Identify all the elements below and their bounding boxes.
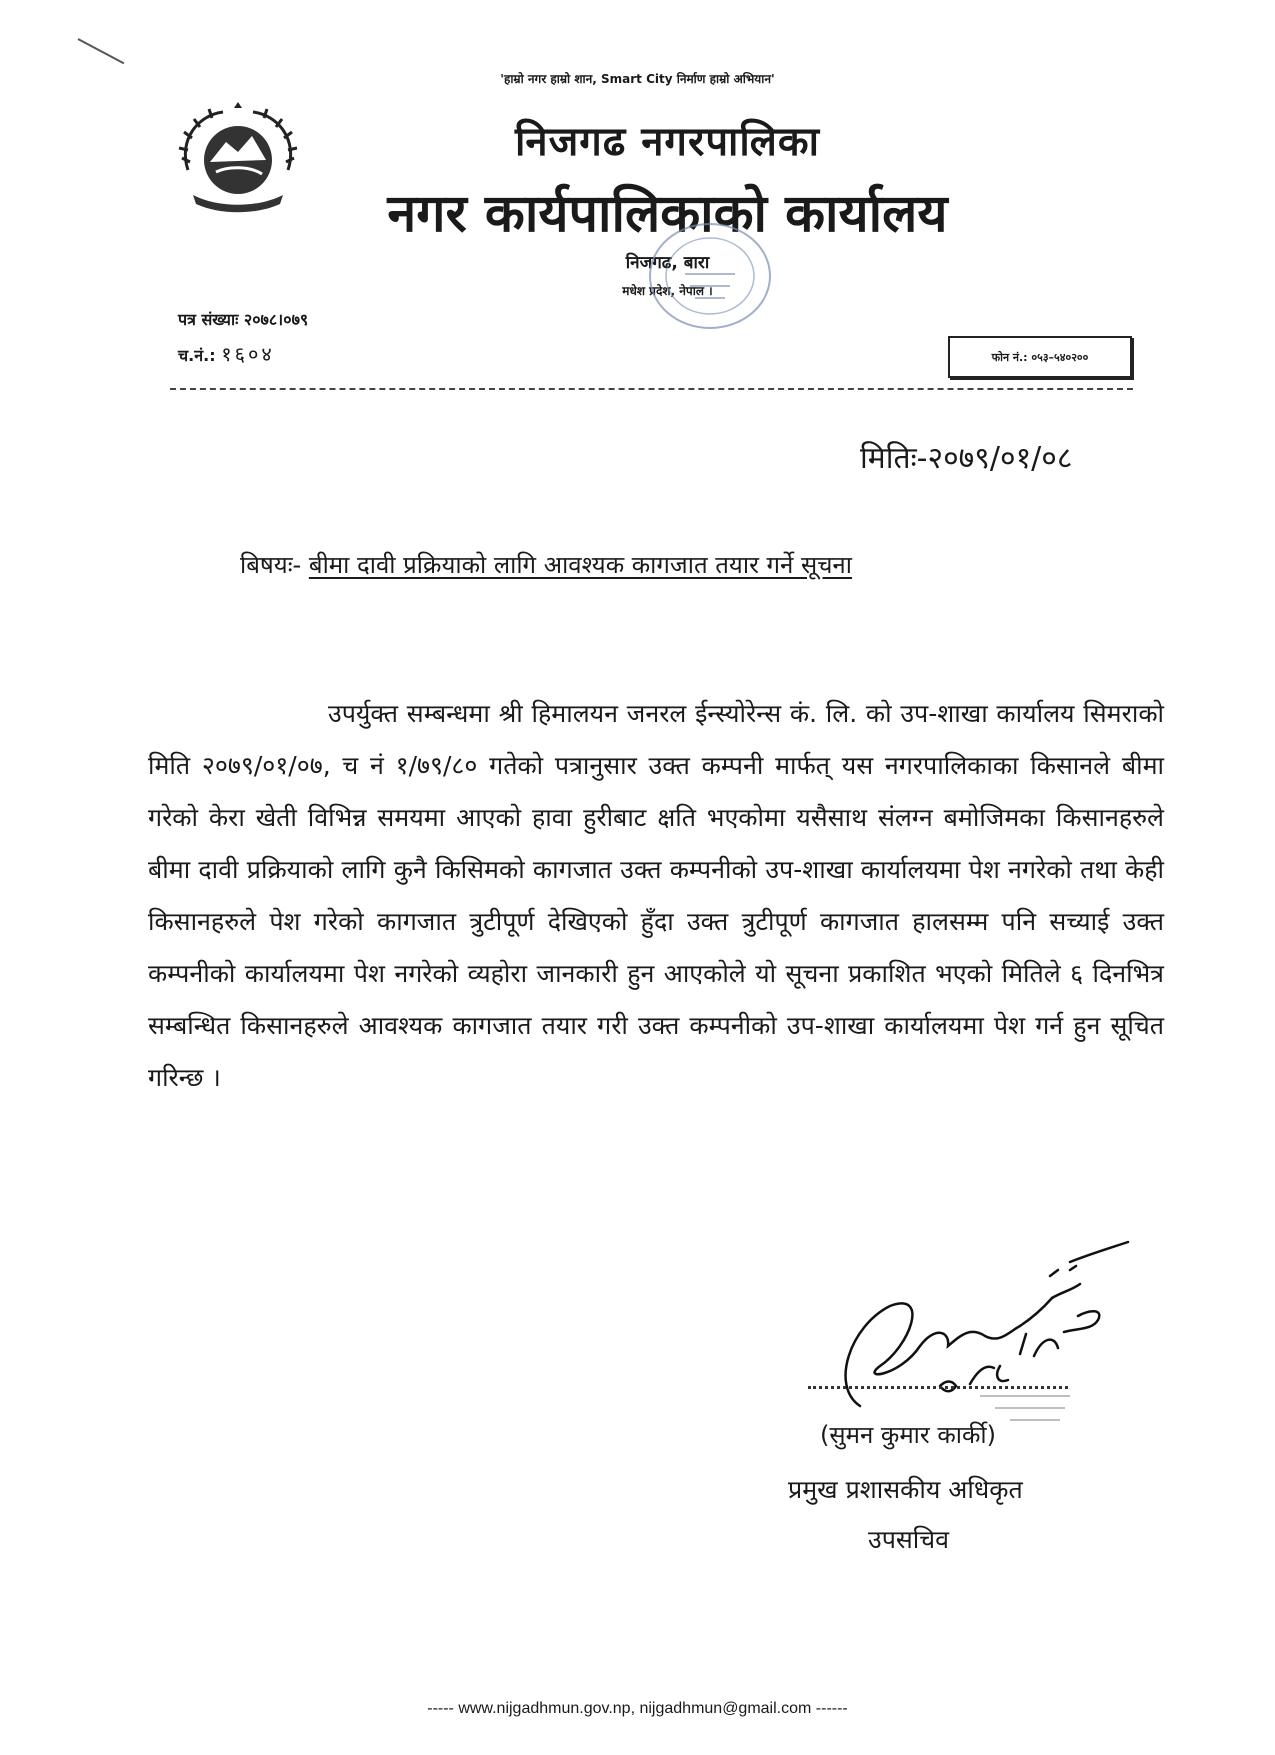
signatory-title: प्रमुख प्रशासकीय अधिकृत: [788, 1475, 1023, 1504]
dispatch-number-label: च.नं.:: [178, 346, 216, 365]
letter-date: मितिः-२०७९/०१/०८: [860, 441, 1073, 476]
subject-label: बिषयः-: [240, 551, 302, 579]
subject-text: बीमा दावी प्रक्रियाको लागि आवश्यक कागजात तयार गर्ने सूचना: [308, 551, 852, 579]
signatory-name: (सुमन कुमार कार्की): [820, 1421, 996, 1449]
signatory-rank: उपसचिव: [868, 1525, 950, 1554]
handwritten-signature: [820, 1236, 1140, 1426]
header-divider: [170, 388, 1133, 390]
office-name: नगर कार्यपालिकाको कार्यालय: [387, 184, 948, 244]
scan-mark: [78, 38, 125, 64]
office-address: निजगढ, बारा: [625, 253, 710, 273]
phone-box: [948, 336, 1132, 378]
municipality-name: निजगढ नगरपालिका: [515, 119, 820, 165]
letter-number-value: २०७८।०७९: [243, 310, 309, 329]
dispatch-number: [178, 340, 275, 367]
office-seal-stamp: [640, 216, 780, 336]
letter-number-label: पत्र संख्याः: [178, 310, 239, 329]
office-province: मधेश प्रदेश, नेपाल ।: [622, 284, 713, 298]
dispatch-number-value: १६०४: [221, 342, 275, 366]
letter-subject: [240, 548, 852, 581]
signature-line: [808, 1386, 1068, 1389]
footer-contact: ----- www.nijgadhmun.gov.np, nijgadhmun@gmail.com ------: [427, 1700, 848, 1717]
letter-number: [178, 308, 308, 330]
slogan: 'हाम्रो नगर हाम्रो शान, Smart City निर्माण हाम्रो अभियान': [500, 72, 775, 86]
phone-number: फोन नं.: ०५३–५४०२००: [991, 350, 1089, 364]
letter-body: उपर्युक्त सम्बन्धमा श्री हिमालयन जनरल ईन्स्योरेन्स कं. लि. को उप-शाखा कार्यालय सिमराको मिति २०७९/०१/०७, च नं १/७९/८० गतेको पत्रानुसार उक्त कम्पनी मार्फत् यस नगरपालिकाका किसानले बीमा गरेको केरा खेती विभिन्न समयमा आएको हावा हुरीबाट क्षति भएकोमा यसैसाथ संलग्न बमोजिमका किसानहरुले बीमा दावी प्रक्रियाको लागि कुनै किसिमको कागजात उक्त कम्पनीको उप-शाखा कार्यालयमा पेश नगरेको तथा केही किसानहरुले पेश गरेको कागजात त्रुटीपूर्ण देखिएको हुँदा उक्त त्रुटीपूर्ण कागजात हालसम्म पनि सच्याई उक्त कम्पनीको कार्यालयमा पेश नगरेको व्यहोरा जानकारी हुन आएकोले यो सूचना प्रकाशित भएको मितिले ६ दिनभित्र सम्बन्धित किसानहरुले आवश्यक कागजात तयार गरी उक्त कम्पनीको उप-शाखा कार्यालयमा पेश गर्न हुन सूचित गरिन्छ ।: [148, 699, 1164, 1092]
